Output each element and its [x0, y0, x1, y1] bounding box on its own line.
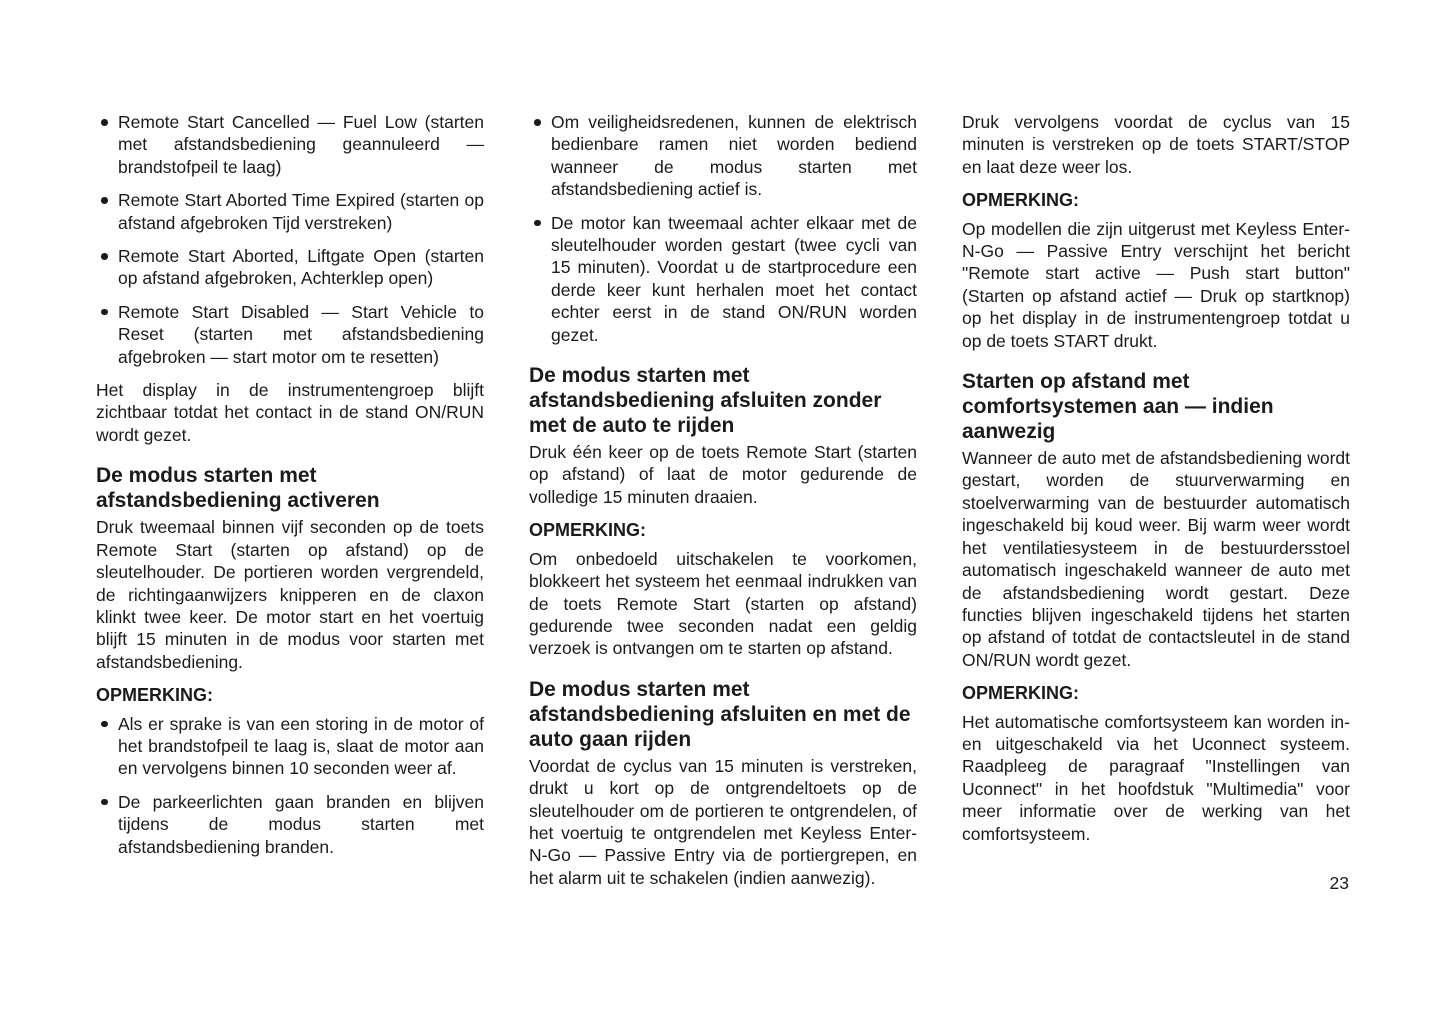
paragraph: Om onbedoeld uitschakelen te voorkomen, blokkeert het systeem het eenmaal indrukken van de toets Remote Start (starten op afstand) gedurende twee seconden nadat een geldig verzoek is ontvangen om te starten op afstand. [529, 548, 917, 659]
paragraph: Druk één keer op de toets Remote Start (starten op afstand) of laat de motor gedurende de volledige 15 minuten draaien. [529, 442, 917, 507]
bullet-item: Als er sprake is van een storing in de motor of het brandstofpeil te laag is, slaat de motor aan en vervolgens binnen 10 seconden weer af. [96, 713, 484, 780]
bullet-item: De parkeerlichten gaan branden en blijven tijdens de modus starten met afstandsbediening branden. [96, 791, 484, 858]
paragraph: Druk tweemaal binnen vijf seconden op de toets Remote Start (starten op afstand) op de sleutelhouder. De portieren worden vergrendeld, de richtingaanwijzers knipperen en de claxon klinkt twee keer. De motor start en het voertuig blijft 15 minuten in de modus voor starten met afstandsbediening. [96, 517, 484, 672]
note-label: OPMERKING: [962, 683, 1079, 704]
note-label: OPMERKING: [96, 685, 213, 706]
section-heading: Starten op afstand met comfortsystemen aan — indien aanwezig [962, 370, 1274, 444]
bullet-item: De motor kan tweemaal achter elkaar met de sleutelhouder worden gestart (twee cycli van 15 minuten). Voordat u de startprocedure een derde keer kunt herhalen moet het contact echter eerst in de stand ON/RUN worden gezet. [529, 212, 917, 346]
bullet-item: Remote Start Cancelled — Fuel Low (starten met afstandsbediening geannuleerd — brandstofpeil te laag) [96, 111, 484, 178]
paragraph: Druk vervolgens voordat de cyclus van 15 minuten is verstreken op de toets START/STOP en laat deze weer los. [962, 112, 1350, 177]
paragraph: Voordat de cyclus van 15 minuten is verstreken, drukt u kort op de ontgrendeltoets op de sleutelhouder om de portieren te ontgrendelen, of het voertuig te ontgrendelen met Keyless Enter-N-Go — Passive Entry via de portiergrepen, en het alarm uit te schakelen (indien aanwezig). [529, 755, 917, 888]
content-columns [96, 111, 1350, 889]
section-heading: De modus starten met afstandsbediening activeren [96, 464, 380, 513]
section-heading: De modus starten met afstandsbediening afsluiten zonder met de auto te rijden [529, 364, 882, 438]
paragraph: Het automatische comfortsysteem kan worden in- en uitgeschakeld via het Uconnect systeem. Raadpleeg de paragraaf "Instellingen van Uconnect" in het hoofdstuk "Multimedia" voor meer informatie over de werking van het comfortsysteem. [962, 711, 1350, 844]
column-1 [96, 111, 484, 889]
bullet-item: Om veiligheidsredenen, kunnen de elektrisch bedienbare ramen niet worden bediend wanneer de modus starten met afstandsbediening actief is. [529, 111, 917, 201]
paragraph: Op modellen die zijn uitgerust met Keyless Enter-N-Go — Passive Entry verschijnt het bericht "Remote start active — Push start button" (Starten op afstand actief — Druk op startknop) op het display in de instrumentengroep totdat u op de toets START drukt. [962, 218, 1350, 351]
paragraph: Het display in de instrumentengroep blijft zichtbaar totdat het contact in de stand ON/RUN wordt gezet. [96, 380, 484, 445]
column-3 [962, 111, 1350, 889]
column-2 [529, 111, 917, 889]
section-heading: De modus starten met afstandsbediening afsluiten en met de auto gaan rijden [529, 677, 911, 751]
note-label: OPMERKING: [529, 520, 646, 541]
note-label: OPMERKING: [962, 190, 1079, 211]
status-message-list [96, 111, 484, 368]
page-number: 23 [1329, 873, 1349, 893]
bullet-item: Remote Start Disabled — Start Vehicle to Reset (starten met afstandsbediening afgebroken — start motor om te resetten) [96, 301, 484, 368]
paragraph: Wanneer de auto met de afstandsbediening wordt gestart, worden de stuurverwarming en stoelverwarming van de bestuurder automatisch ingeschakeld bij koud weer. Bij warm weer wordt het ventilatiesysteem in de bestuurdersstoel automatisch ingeschakeld wanneer de auto met de afstandsbediening wordt gestart. Deze functies blijven ingeschakeld tijdens het starten op afstand of totdat de contactsleutel in de stand ON/RUN wordt gezet. [962, 448, 1350, 670]
bullet-item: Remote Start Aborted Time Expired (starten op afstand afgebroken Tijd verstreken) [96, 189, 484, 234]
note-bullet-list [96, 713, 484, 858]
note-bullet-list [529, 111, 917, 346]
bullet-item: Remote Start Aborted, Liftgate Open (starten op afstand afgebroken, Achterklep open) [96, 245, 484, 290]
